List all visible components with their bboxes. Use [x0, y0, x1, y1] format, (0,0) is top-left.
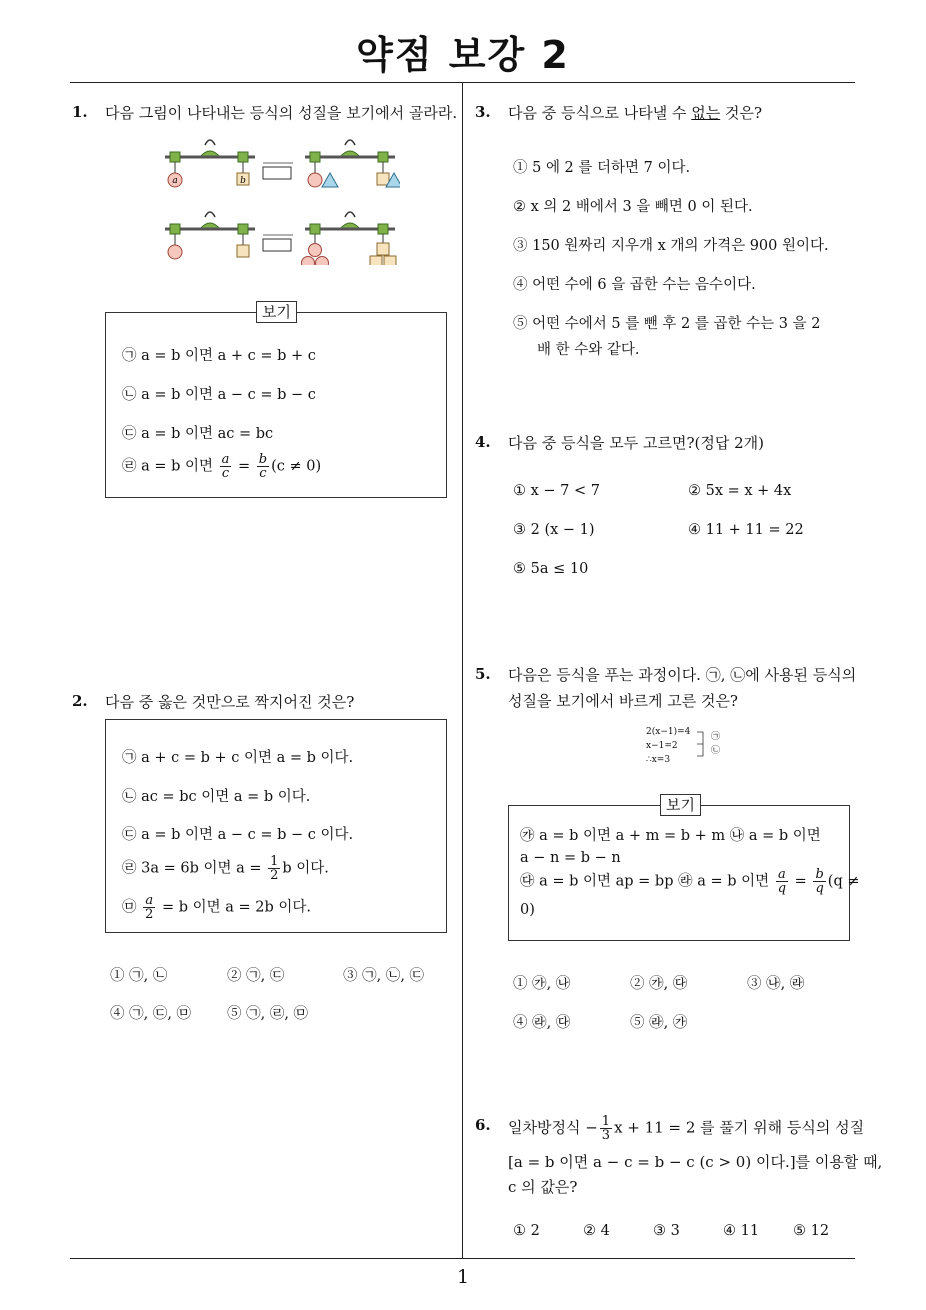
- q4-number: 4.: [475, 433, 491, 451]
- q1-option-1: ㉠ a = b 이면 a + c = b + c: [122, 348, 316, 364]
- q6-choice-3[interactable]: ③ 3: [653, 1223, 680, 1239]
- q6-text-line3: c 의 값은?: [508, 1178, 578, 1196]
- page-title: 약점 보강 2: [356, 33, 570, 77]
- fig-label-b: b: [240, 176, 246, 186]
- q3-choice-1[interactable]: ① 5 에 2 를 더하면 7 이다.: [513, 160, 691, 176]
- q3-text: 다음 중 등식으로 나타낼 수 없는 것은?: [508, 104, 763, 122]
- q5-text-line1: 다음은 등식을 푸는 과정이다. ㉠, ㉡에 사용된 등식의: [508, 666, 857, 684]
- q4-choice-4[interactable]: ④ 11 + 11 = 22: [688, 522, 804, 538]
- q5-choice-3[interactable]: ③ ㉯, ㉱: [747, 976, 805, 992]
- q1-bogi-title: 보기: [256, 301, 297, 323]
- hanger-left-1: [165, 140, 255, 187]
- q1-option-3: ㉢ a = b 이면 ac = bc: [122, 426, 274, 442]
- q2-choice-3[interactable]: ③ ㉠, ㉡, ㉢: [343, 968, 425, 984]
- q4-choice-5[interactable]: ⑤ 5a ≤ 10: [513, 561, 589, 577]
- q3-choice-5[interactable]: ⑤ 어떤 수에서 5 를 뺀 후 2 를 곱한 수는 3 을 2: [513, 316, 821, 332]
- q4-choice-2[interactable]: ② 5x = x + 4x: [688, 483, 792, 499]
- q3-choice-4[interactable]: ④ 어떤 수에 6 을 곱한 수는 음수이다.: [513, 277, 756, 293]
- q5-choice-2[interactable]: ② ㉮, ㉰: [630, 976, 688, 992]
- q1-balance-figure: [160, 135, 400, 265]
- q1-text: 다음 그림이 나타내는 등식의 성질을 보기에서 골라라.: [105, 104, 458, 122]
- q6-text-line1: 일차방정식 − $\frac{1}{3}$ x + 11 = 2 를 풀기 위해 등식의 성질: [508, 1114, 865, 1143]
- q4-text: 다음 중 등식을 모두 고르면?(정답 2개): [508, 434, 764, 452]
- q3-choice-5-cont: 배 한 수와 같다.: [537, 342, 640, 358]
- q1-option-2: ㉡ a = b 이면 a − c = b − c: [122, 387, 316, 403]
- q5-choice-1[interactable]: ① ㉮, ㉯: [513, 976, 571, 992]
- q2-choice-2[interactable]: ② ㉠, ㉢: [227, 968, 285, 984]
- q1-number: 1.: [72, 103, 88, 121]
- q2-text: 다음 중 옳은 것만으로 짝지어진 것은?: [105, 693, 355, 711]
- q5-bogi-line3: ㉰ a = b 이면 ap = bp ㉱ a = b 이면 $\frac{a}{q}$ = $\frac{b}{q}$ (q ≠: [520, 867, 860, 896]
- q5-bogi-line2: a − n = b − n: [520, 850, 621, 866]
- q6-choice-5[interactable]: ⑤ 12: [793, 1223, 830, 1239]
- q6-text-line2: [a = b 이면 a − c = b − c (c > 0) 이다.]를 이용할 때,: [508, 1153, 883, 1171]
- q5-step-1: 2(x−1)=4: [646, 727, 691, 737]
- q4-choice-1[interactable]: ① x − 7 < 7: [513, 483, 600, 499]
- q1-option-4: ㉣ a = b 이면 $\frac{a}{c}$ = $\frac{b}{c}$ (c ≠ 0): [122, 452, 322, 481]
- q2-item-4: ㉣ 3a = 6b 이면 a = $\frac{1}{2}$ b 이다.: [122, 854, 329, 883]
- q6-choice-1[interactable]: ① 2: [513, 1223, 540, 1239]
- q5-number: 5.: [475, 665, 491, 683]
- q2-item-2: ㉡ ac = bc 이면 a = b 이다.: [122, 789, 311, 805]
- q5-step-3: ∴x=3: [646, 755, 671, 765]
- q5-text-line2: 성질을 보기에서 바르게 고른 것은?: [508, 692, 738, 710]
- q5-choice-4[interactable]: ④ ㉱, ㉰: [513, 1015, 571, 1031]
- q5-bogi-line4: 0): [520, 902, 535, 918]
- q2-item-5: ㉤ $\frac{a}{2}$ = b 이면 a = 2b 이다.: [122, 893, 312, 922]
- q3-choice-2[interactable]: ② x 의 2 배에서 3 을 빼면 0 이 된다.: [513, 199, 753, 215]
- q2-choice-5[interactable]: ⑤ ㉠, ㉣, ㉤: [227, 1006, 309, 1022]
- q5-step-2: x−1=2: [646, 741, 678, 751]
- q4-choice-3[interactable]: ③ 2 (x − 1): [513, 522, 595, 538]
- q6-choice-2[interactable]: ② 4: [583, 1223, 610, 1239]
- q2-item-1: ㉠ a + c = b + c 이면 a = b 이다.: [122, 750, 354, 766]
- q5-step-brackets: [695, 730, 709, 760]
- q5-choice-5[interactable]: ⑤ ㉱, ㉮: [630, 1015, 688, 1031]
- bottom-rule: [70, 1258, 855, 1259]
- fig-label-a: a: [172, 176, 178, 186]
- q2-choice-1[interactable]: ① ㉠, ㉡: [110, 968, 168, 984]
- column-divider: [462, 83, 463, 1258]
- q5-bogi-title: 보기: [660, 794, 701, 816]
- q5-step-mark-2: ㉡: [711, 746, 721, 756]
- q5-step-mark-1: ㉠: [711, 732, 721, 742]
- page-number: 1: [456, 1266, 470, 1288]
- q2-choice-4[interactable]: ④ ㉠, ㉢, ㉤: [110, 1006, 192, 1022]
- q3-choice-3[interactable]: ③ 150 원짜리 지우개 x 개의 가격은 900 원이다.: [513, 238, 829, 254]
- q5-bogi-line1: ㉮ a = b 이면 a + m = b + m ㉯ a = b 이면: [520, 828, 821, 844]
- q3-number: 3.: [475, 103, 491, 121]
- q2-item-3: ㉢ a = b 이면 a − c = b − c 이다.: [122, 827, 354, 843]
- q2-number: 2.: [72, 692, 88, 710]
- q6-number: 6.: [475, 1116, 491, 1134]
- q6-choice-4[interactable]: ④ 11: [723, 1223, 760, 1239]
